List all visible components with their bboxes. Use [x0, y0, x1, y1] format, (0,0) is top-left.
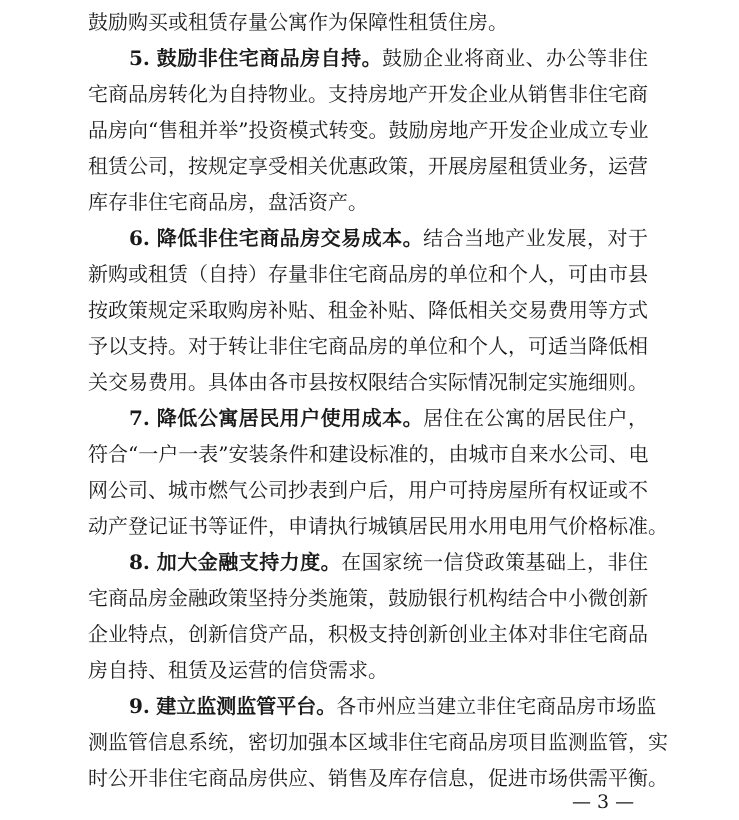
paragraph-line: 宅商品房转化为自持物业。支持房地产开发企业从销售非住宅商 [88, 82, 648, 106]
item-heading: 加大金融支持力度。 [156, 550, 342, 574]
paragraph-7-first-line [129, 400, 648, 436]
paragraph-line: 企业特点，创新信贷产品，积极支持创新创业主体对非住宅商品 [88, 622, 648, 646]
item-text: 在国家统一信贷政策基础上，非住 [341, 550, 649, 574]
paragraph-line: 按政策规定采取购房补贴、租金补贴、降低相关交易费用等方式 [88, 298, 648, 322]
paragraph-line: 予以支持。对于转让非住宅商品房的单位和个人，可适当降低相 [88, 334, 648, 358]
paragraph-line: 时公开非住宅商品房供应、销售及库存信息，促进市场供需平衡。 [88, 766, 668, 790]
item-number: 7. [129, 406, 150, 430]
item-heading: 建立监测监管平台。 [156, 694, 337, 718]
paragraph-6-first-line [129, 220, 648, 256]
paragraph-line: 符合“一户一表”安装条件和建设标准的，由城市自来水公司、电 [88, 442, 649, 466]
paragraph-line: 关交易费用。具体由各市县按权限结合实际情况制定实施细则。 [88, 370, 648, 394]
item-text: 居住在公寓的居民住户， [423, 406, 649, 430]
paragraph-line: 库存非住宅商品房，盘活资产。 [88, 190, 368, 214]
paragraph-line: 租赁公司，按规定享受相关优惠政策，开展房屋租赁业务，运营 [88, 154, 648, 178]
paragraph-line: 鼓励购买或租赁存量公寓作为保障性租赁住房。 [88, 10, 508, 34]
paragraph-8-first-line [129, 544, 648, 580]
item-heading: 鼓励非住宅商品房自持。 [156, 46, 383, 70]
item-text: 鼓励企业将商业、办公等非住 [382, 46, 649, 70]
item-number: 8. [129, 550, 150, 574]
item-number: 5. [129, 46, 150, 70]
paragraph-line: 网公司、城市燃气公司抄表到户后，用户可持房屋所有权证或不 [88, 478, 648, 502]
paragraph-line: 新购或租赁（自持）存量非住宅商品房的单位和个人，可由市县 [88, 262, 648, 286]
item-heading: 降低非住宅商品房交易成本。 [156, 226, 424, 250]
page-number: — 3 — [572, 791, 635, 813]
item-number: 9. [129, 694, 150, 718]
paragraph-9-first-line [129, 688, 657, 724]
paragraph-line: 宅商品房金融政策坚持分类施策，鼓励银行机构结合中小微创新 [88, 586, 648, 610]
item-text: 结合当地产业发展，对于 [423, 226, 649, 250]
paragraph-line: 动产登记证书等证件，申请执行城镇居民用水用电用气价格标准。 [88, 514, 668, 538]
paragraph-line: 房自持、租赁及运营的信贷需求。 [88, 658, 388, 682]
item-number: 6. [129, 226, 150, 250]
paragraph-line: 测监管信息系统，密切加强本区域非住宅商品房项目监测监管，实 [88, 730, 668, 754]
paragraph-line: 品房向“售租并举”投资模式转变。鼓励房地产开发企业成立专业 [88, 118, 649, 142]
item-heading: 降低公寓居民用户使用成本。 [156, 406, 424, 430]
paragraph-5-first-line [129, 40, 648, 76]
item-text: 各市州应当建立非住宅商品房市场监 [336, 694, 657, 718]
